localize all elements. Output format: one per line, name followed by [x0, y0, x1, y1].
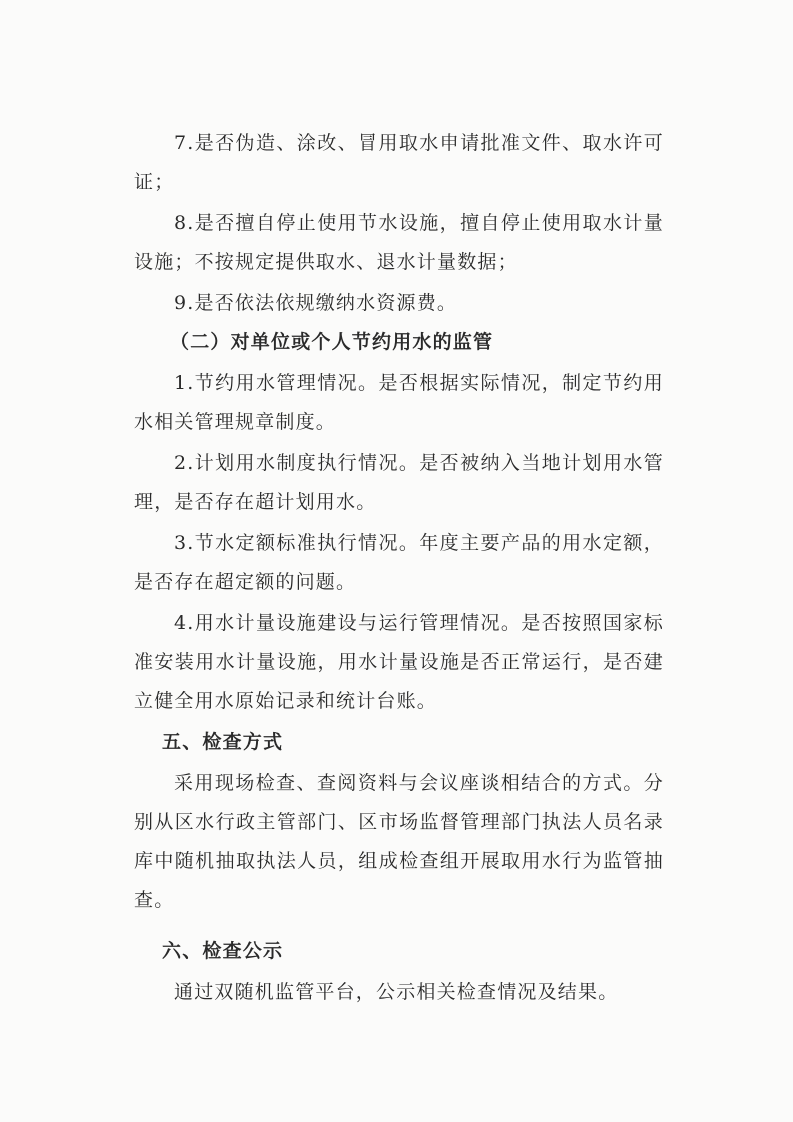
section-5-heading: 五、检查方式 [162, 731, 284, 753]
sub-heading-2: （二）对单位或个人节约用水的监管 [170, 331, 494, 353]
item-9: 9.是否依法依规缴纳水资源费。 [174, 292, 458, 314]
item-7: 7.是否伪造、涂改、冒用取水申请批准文件、取水许可证； [134, 132, 664, 193]
sub-item-1: 1.节约用水管理情况。是否根据实际情况，制定节约用水相关管理规章制度。 [134, 372, 664, 433]
section-6-body: 通过双随机监管平台，公示相关检查情况及结果。 [174, 981, 619, 1003]
sub-item-4: 4.用水计量设施建设与运行管理情况。是否按照国家标准安装用水计量设施，用水计量设施是否正常运行，是否建立健全用水原始记录和统计台账。 [134, 612, 664, 712]
sub-item-3: 3.节水定额标准执行情况。年度主要产品的用水定额，是否存在超定额的问题。 [134, 532, 664, 593]
item-8: 8.是否擅自停止使用节水设施，擅自停止使用取水计量设施；不按规定提供取水、退水计量数据； [134, 212, 664, 273]
document-body [134, 124, 664, 1012]
section-6-heading: 六、检查公示 [162, 940, 284, 962]
sub-item-2: 2.计划用水制度执行情况。是否被纳入当地计划用水管理，是否存在超计划用水。 [134, 452, 664, 513]
section-5-body: 采用现场检查、查阅资料与会议座谈相结合的方式。分别从区水行政主管部门、区市场监督管理部门执法人员名录库中随机抽取执法人员，组成检查组开展取用水行为监管抽查。 [134, 772, 664, 911]
